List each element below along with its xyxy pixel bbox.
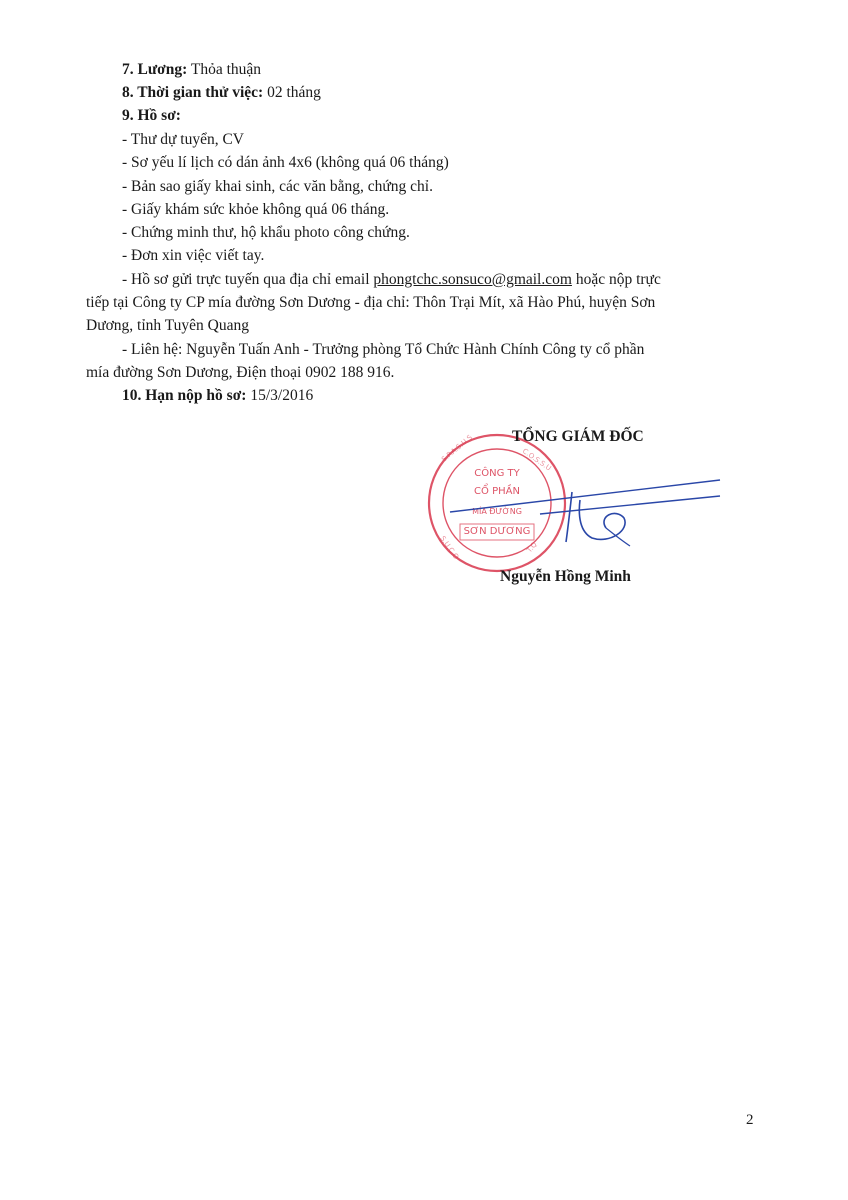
dossier-item: - Sơ yếu lí lịch có dán ảnh 4x6 (không quá 06 tháng) (122, 154, 449, 171)
svg-text:C.O.S.S.U: C.O.S.S.U (520, 447, 553, 473)
contact-line-2: mía đường Sơn Dương, Điện thoại 0902 188 916. (86, 364, 395, 381)
probation-value: 02 tháng (263, 84, 321, 101)
dossier-item: - Giấy khám sức khỏe không quá 06 tháng. (122, 201, 390, 218)
email-link[interactable]: phongtchc.sonsuco@gmail.com (373, 271, 572, 288)
stamp-line: CÔNG TY (474, 468, 520, 479)
page-number: 2 (746, 1112, 754, 1128)
signature-block (420, 420, 740, 600)
signer-name: Nguyễn Hồng Minh (500, 568, 631, 585)
dossier-item: - Bản sao giấy khai sinh, các văn bằng, chứng chỉ. (122, 178, 433, 195)
stamp-line: CỔ PHẦN (474, 486, 520, 497)
svg-text:T.Q: T.Q (525, 540, 539, 555)
deadline-value: 15/3/2016 (246, 387, 314, 404)
submission-line-1 (122, 270, 661, 290)
dossier-item: - Thư dự tuyển, CV (122, 131, 244, 148)
probation-label: 8. Thời gian thử việc: (122, 84, 264, 101)
stamp-line: SƠN DƯƠNG (463, 526, 531, 537)
svg-text:S.P.A.S.U.S: S.P.A.S.U.S (440, 433, 474, 464)
submission-line-2: tiếp tại Công ty CP mía đường Sơn Dương - địa chỉ: Thôn Trại Mít, xã Hào Phú, huyện Sơn (86, 294, 656, 311)
deadline-line (122, 386, 313, 406)
contact-line-1: - Liên hệ: Nguyễn Tuấn Anh - Trưởng phòng Tổ Chức Hành Chính Công ty cổ phần (122, 341, 645, 358)
deadline-label: 10. Hạn nộp hồ sơ: (122, 387, 247, 404)
svg-text:S.U.C.O: S.U.C.O (438, 534, 461, 561)
probation-line (122, 83, 321, 103)
stamp-line: MÍA ĐƯỜNG (472, 507, 522, 516)
salary-line (122, 60, 261, 80)
dossier-item: - Chứng minh thư, hộ khẩu photo công chứng. (122, 224, 410, 241)
submission-prefix: - Hồ sơ gửi trực tuyến qua địa chỉ email (122, 271, 374, 288)
submission-line-3: Dương, tỉnh Tuyên Quang (86, 317, 249, 334)
salary-label: 7. Lương: (122, 61, 188, 78)
dossier-heading: 9. Hồ sơ: (122, 107, 181, 124)
submission-suffix: hoặc nộp trực (571, 271, 661, 288)
salary-value: Thỏa thuận (187, 61, 262, 78)
dossier-item: - Đơn xin việc viết tay. (122, 247, 265, 264)
signer-title: TỔNG GIÁM ĐỐC (512, 428, 644, 445)
